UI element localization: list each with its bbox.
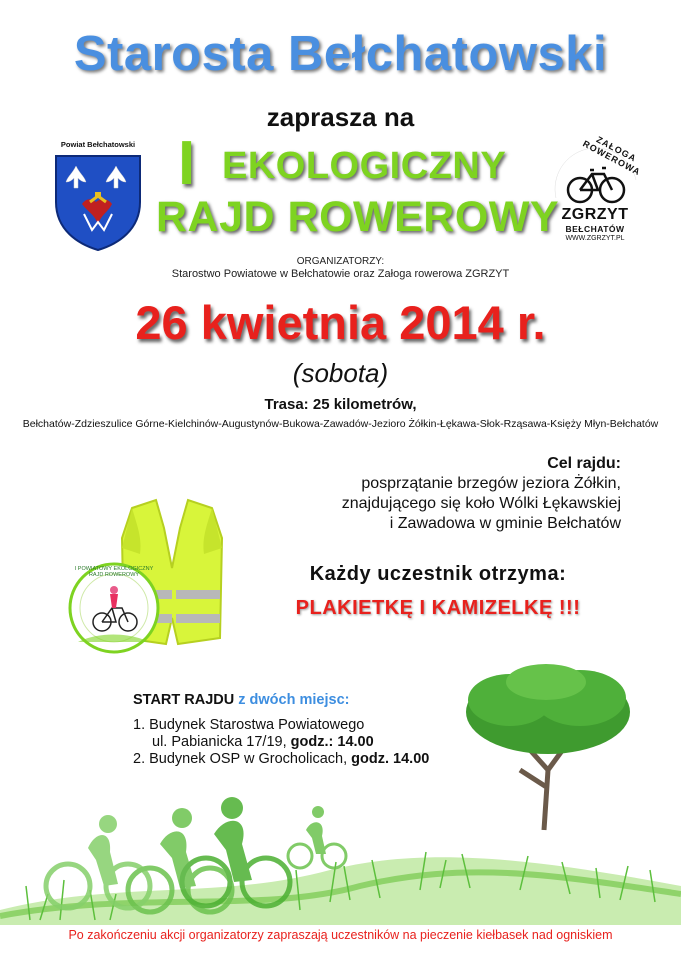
route-path: Bełchatów-Zdzieszulice Górne-Kielchinów-Augustynów-Bukowa-Zawadów-Jezioro Żółkin-Łękawa-Słok-Rząsawa-Księży Młyn-Bełchatów — [22, 418, 659, 430]
event-weekday: (sobota) — [292, 358, 389, 388]
coat-of-arms-caption: Powiat Bełchatowski — [60, 140, 136, 149]
event-title-line2: RAJD ROWEROWY — [156, 193, 560, 241]
organizers-names: Starostwo Powiatowe w Bełchatowie oraz Załoga rowerowa ZGRZYT — [171, 268, 510, 280]
shield-icon — [52, 152, 144, 252]
club-logo-city: BEŁCHATÓW — [565, 224, 625, 234]
club-logo — [540, 134, 650, 250]
prize-line2: PLAKIETKĘ I KAMIZELKĘ !!! — [295, 597, 581, 619]
start-info — [133, 692, 429, 768]
organizers-label: ORGANIZATORZY: — [296, 256, 385, 267]
route-heading: Trasa: 25 kilometrów, — [264, 396, 417, 413]
poster-title: Starosta Bełchatowski — [73, 27, 608, 81]
event-numeral: I — [178, 129, 196, 198]
grass-cyclists-illustration — [0, 790, 681, 925]
start-heading — [133, 692, 429, 709]
start-item-1: 1. Budynek Starostwa Powiatowego — [133, 717, 365, 733]
prize-line1: Każdy uczestnik otrzyma: — [309, 563, 567, 585]
start-item-2-time: godz. 14.00 — [351, 751, 430, 767]
goal-heading: Cel rajdu: — [547, 455, 621, 472]
club-logo-arc-text: ZAŁOGA ROWEROWA — [581, 134, 643, 178]
start-heading-main: START RAJDU — [133, 692, 235, 708]
rally-badge — [68, 562, 160, 654]
footer-note: Po zakończeniu akcji organizatorzy zapraszają uczestników na pieczenie kiełbasek nad ogniskiem — [68, 928, 613, 942]
start-heading-suffix: z dwóch miejsc: — [238, 692, 350, 708]
club-logo-name: ZGRZYT — [561, 206, 629, 223]
start-item-2 — [133, 751, 429, 768]
event-title-line1: EKOLOGICZNY — [222, 145, 507, 187]
start-item-1-address — [133, 734, 429, 751]
goal-line: posprzątanie brzegów jeziora Żółkin, — [361, 475, 621, 492]
goal-line: znajdującego się koło Wólki Łękawskiej — [341, 495, 621, 512]
badge-text: I POWIATOWY EKOLOGICZNY RAJD ROWEROWY — [74, 566, 154, 578]
event-date: 26 kwietnia 2014 r. — [135, 296, 546, 349]
coat-of-arms — [52, 140, 144, 252]
start-item-1-street: ul. Pabianicka 17/19, — [152, 734, 287, 750]
invite-text: zaprasza na — [266, 102, 415, 132]
start-item-2-place: 2. Budynek OSP w Grocholicach, — [133, 751, 348, 767]
goal-line: i Zawadowa w gminie Bełchatów — [389, 515, 621, 532]
start-item-1-time: 14.00 — [337, 734, 374, 750]
club-logo-url: WWW.ZGRZYT.PL — [565, 235, 625, 242]
start-item-1-time-label: godz.: — [290, 734, 334, 750]
goal-block — [261, 454, 621, 534]
